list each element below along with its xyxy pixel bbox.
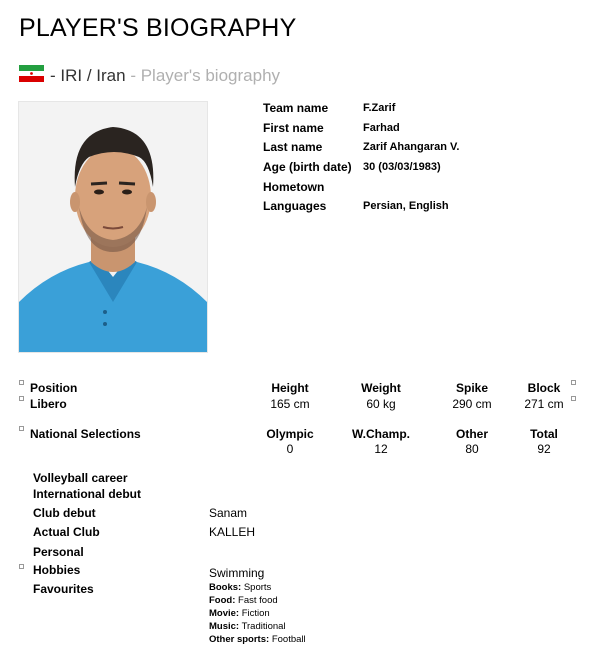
favourite-value: Fast food [238,595,278,606]
info-label: Team name [263,100,329,115]
info-row [263,137,459,157]
total-header: Total [530,427,558,441]
club-debut-value: Sanam [209,506,248,520]
info-label: Age (birth date) [263,159,352,174]
info-value: Farhad [363,121,400,134]
info-value: F.Zarif [363,101,396,114]
favourite-item [209,594,306,607]
info-row [263,118,459,138]
favourites-label: Favourites [33,582,94,596]
info-label: Languages [263,199,327,214]
club-debut-label: Club debut [33,506,96,520]
info-value [363,177,459,197]
favourite-value: Football [271,634,306,645]
info-value: Persian, English [363,200,449,213]
favourite-item [209,620,306,633]
info-row [263,196,459,216]
other-header: Other [455,427,488,441]
favourite-label: Other sports: [209,634,270,645]
block-header: Block [527,381,561,395]
info-label: Last name [263,140,323,155]
spike-value: 290 cm [452,397,492,411]
weight-value: 60 kg [366,397,396,411]
favourites-list [209,581,306,646]
favourite-label: Food: [209,595,236,606]
favourite-label: Music: [209,621,240,632]
favourite-value: Sports [243,582,272,593]
favourite-item [209,581,306,594]
personal-label: Personal [33,545,84,559]
info-value: Zarif Ahangaran V. [363,141,460,154]
wchamp-value: 12 [374,442,388,456]
bullet-icon [19,426,24,431]
favourite-label: Books: [209,582,242,593]
other-value: 80 [465,442,479,456]
bullet-icon [19,564,24,569]
hobbies-value: Swimming [209,566,265,580]
iran-flag-icon [19,65,44,82]
total-value: 92 [537,442,551,456]
spike-header: Spike [455,381,488,395]
national-selections-label: National Selections [30,427,141,441]
page-subtitle: - Player's biography [130,66,281,85]
actual-club-label: Actual Club [33,525,100,539]
position-label: Position [30,381,78,395]
player-photo [18,101,208,353]
block-value: 271 cm [524,397,564,411]
actual-club-value: KALLEH [209,525,256,539]
olympic-value: 0 [286,442,294,456]
height-header: Height [271,381,309,395]
info-label: Hometown [263,179,325,194]
favourite-label: Movie: [209,608,240,619]
international-debut-label: International debut [33,487,141,501]
country-name: - IRI / Iran [50,66,126,85]
player-info-table [263,98,459,216]
bullet-icon [19,396,24,401]
olympic-header: Olympic [266,427,314,441]
position-value: Libero [30,397,67,411]
page-title: PLAYER'S BIOGRAPHY [19,14,297,42]
height-value: 165 cm [270,397,310,411]
info-row [263,157,459,177]
bullet-icon [19,380,24,385]
info-label: First name [263,120,324,135]
favourite-value: Traditional [241,621,286,632]
info-row [263,98,459,118]
favourite-item [209,607,306,620]
weight-header: Weight [361,381,401,395]
info-row [263,177,459,197]
hobbies-label: Hobbies [33,563,81,577]
country-line [50,66,280,86]
info-value: 30 (03/03/1983) [363,160,441,173]
favourite-item [209,633,306,646]
wchamp-header: W.Champ. [351,427,410,441]
favourite-value: Fiction [241,608,270,619]
volleyball-career-label: Volleyball career [33,471,128,485]
